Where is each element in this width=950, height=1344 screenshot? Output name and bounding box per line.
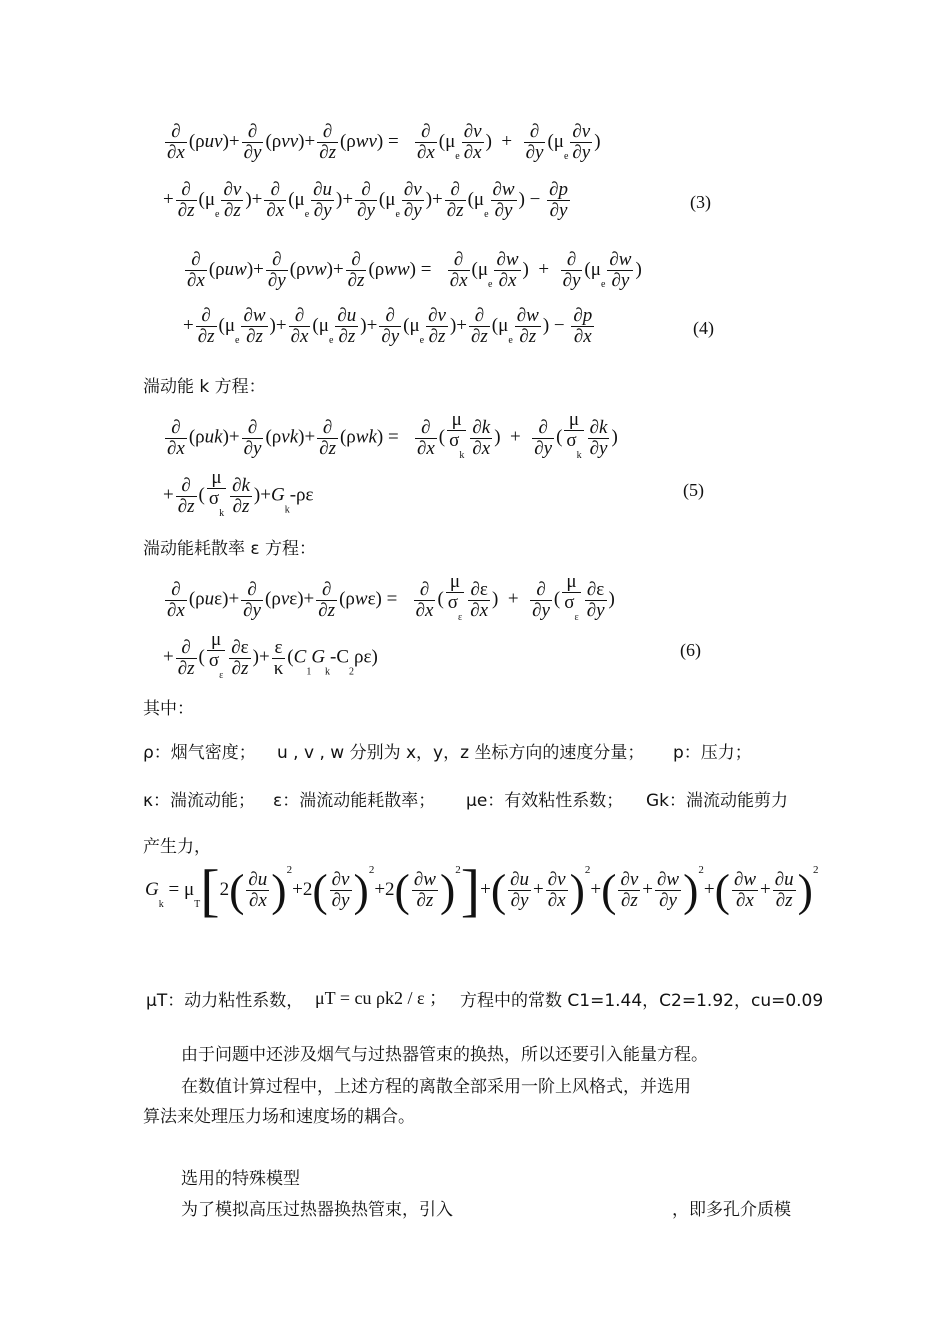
equation-number-3: (3) [690,192,711,212]
definition-mu-e: μe：有效粘性系数； [466,791,624,811]
equation-4-line-2: + $\frac{\partial}{\partial z}$ ($\mu_e$ $\frac{\partial w}{\partial z}$ )+ $\frac{\partial}{\partial x}$ ($\mu_e$ $\frac{\partial u}{\partial z}$ )+ $\frac{\partial}{\partial y}$ ($\mu_e$ $\frac{\partial v}{\partial z}$ )+ $\frac{\partial}{\partial z}$ ($\mu_e$ $\frac{\partial w}{\partial z}$ ) − $\frac{\partial p}{\partial x}$ [183,305,593,347]
equation-6-line-1: $\frac{\partial}{\partial x}$ (ρuε)+ $\frac{\partial}{\partial y}$ (ρvε)+ $\frac{\partial}{\partial z}$ (ρwε) = $\frac{\partial}{\partial x}$ ( $\frac{\mu}{\sigma_\varepsilon}$ $\frac{\partial\varepsilon}{\partial x}$ ) + $\frac{\partial}{\partial y}$ ( $\frac{\mu}{\sigma_\varepsilon}$ $\frac{\partial\varepsilon}{\partial y}$ ) [167,571,615,623]
paragraph-discretization-1: 在数值计算过程中，上述方程的离散全部采用一阶上风格式，并选用 [181,1077,691,1097]
equation-number-5: (5) [683,480,704,500]
equation-Gk: $G_k = \mu_T[2$( $\frac{\partial u}{\partial x}$ )$^2$+2( $\frac{\partial v}{\partial y}$ )$^2$+2( $\frac{\partial w}{\partial z}$ )$^2$]+( $\frac{\partial u}{\partial y}$ + $\frac{\partial v}{\partial x}$ )$^2$+( $\frac{\partial v}{\partial z}$ + $\frac{\partial w}{\partial y}$ )$^2$+( $\frac{\partial w}{\partial x}$ + $\frac{\partial u}{\partial z}$ )$^2$ [145,857,819,923]
definition-pressure: p：压力； [673,743,752,763]
definition-mu-T: μT：动力粘性系数， [146,991,304,1011]
paragraph-porous-2: ，即多孔介质模 [672,1200,791,1220]
heading-where: 其中： [143,699,194,719]
paragraph-energy-equation: 由于问题中还涉及烟气与过热器管束的换热，所以还要引入能量方程。 [181,1045,708,1065]
equation-6-line-2: + $\frac{\partial}{\partial z}$ ( $\frac{\mu}{\sigma_\varepsilon}$ $\frac{\partial\varepsilon}{\partial z}$ )+ $\frac{\varepsilon}{\kappa}$ $(C_1G_k-C_2\rho\varepsilon)$ [163,629,378,681]
paragraph-discretization-2: 算法来处理压力场和速度场的耦合。 [143,1107,415,1127]
heading-k-equation: 湍动能 k 方程： [143,377,266,397]
formula-mu-T: μT = cu ρk2 / ε ； [315,988,448,1008]
equation-3-line-1: $\frac{\partial}{\partial x}$ (ρuv)+ $\frac{\partial}{\partial y}$ (ρvv)+ $\frac{\partial}{\partial z}$ (ρwv) = $\frac{\partial}{\partial x}$ ($\mu_e$ $\frac{\partial v}{\partial x}$ ) + $\frac{\partial}{\partial y}$ ($\mu_e$ $\frac{\partial v}{\partial y}$ ) [167,121,601,163]
definition-continuation: 产生力， [143,837,211,857]
definition-rho: ρ：烟气密度； [143,743,256,763]
heading-epsilon-equation: 湍动能耗散率 ε 方程： [143,539,316,559]
paragraph-porous-1: 为了模拟高压过热器换热管束，引入 [181,1200,453,1220]
equation-5-line-1: $\frac{\partial}{\partial x}$ (ρuk)+ $\frac{\partial}{\partial y}$ (ρvk)+ $\frac{\partial}{\partial z}$ (ρwk) = $\frac{\partial}{\partial x}$ ( $\frac{\mu}{\sigma_k}$ $\frac{\partial k}{\partial x}$ ) + $\frac{\partial}{\partial y}$ ( $\frac{\mu}{\sigma_k}$ $\frac{\partial k}{\partial y}$ ) [167,409,618,461]
definition-velocity: u , v , w 分别为 x，y，z 坐标方向的速度分量； [277,743,645,763]
equation-4-line-1: $\frac{\partial}{\partial x}$ (ρuw)+ $\frac{\partial}{\partial y}$ (ρvw)+ $\frac{\partial}{\partial z}$ (ρww) = $\frac{\partial}{\partial x}$ ($\mu_e$ $\frac{\partial w}{\partial x}$ ) + $\frac{\partial}{\partial y}$ ($\mu_e$ $\frac{\partial w}{\partial y}$ ) [187,249,642,291]
equation-number-4: (4) [693,318,714,338]
section-heading-special-model: 选用的特殊模型 [181,1169,300,1189]
equation-5-line-2: + $\frac{\partial}{\partial z}$ ( $\frac{\mu}{\sigma_k}$ $\frac{\partial k}{\partial z}$ )$+G_k-\rho\varepsilon$ [163,467,314,519]
model-constants: 方程中的常数 C1=1.44，C2=1.92，cu=0.09 [460,991,824,1011]
definition-G-k: Gk：湍流动能剪力 [646,791,789,811]
definition-kappa: κ：湍流动能； [143,791,256,811]
definition-epsilon: ε：湍流动能耗散率； [273,791,436,811]
equation-3-line-2: + $\frac{\partial}{\partial z}$ ($\mu_e$ $\frac{\partial v}{\partial z}$ )+ $\frac{\partial}{\partial x}$ ($\mu_e$ $\frac{\partial u}{\partial y}$ )+ $\frac{\partial}{\partial y}$ ($\mu_e$ $\frac{\partial v}{\partial y}$ )+ $\frac{\partial}{\partial z}$ ($\mu_e$ $\frac{\partial w}{\partial y}$ ) − $\frac{\partial p}{\partial y}$ [163,179,569,221]
equation-number-6: (6) [680,640,701,660]
